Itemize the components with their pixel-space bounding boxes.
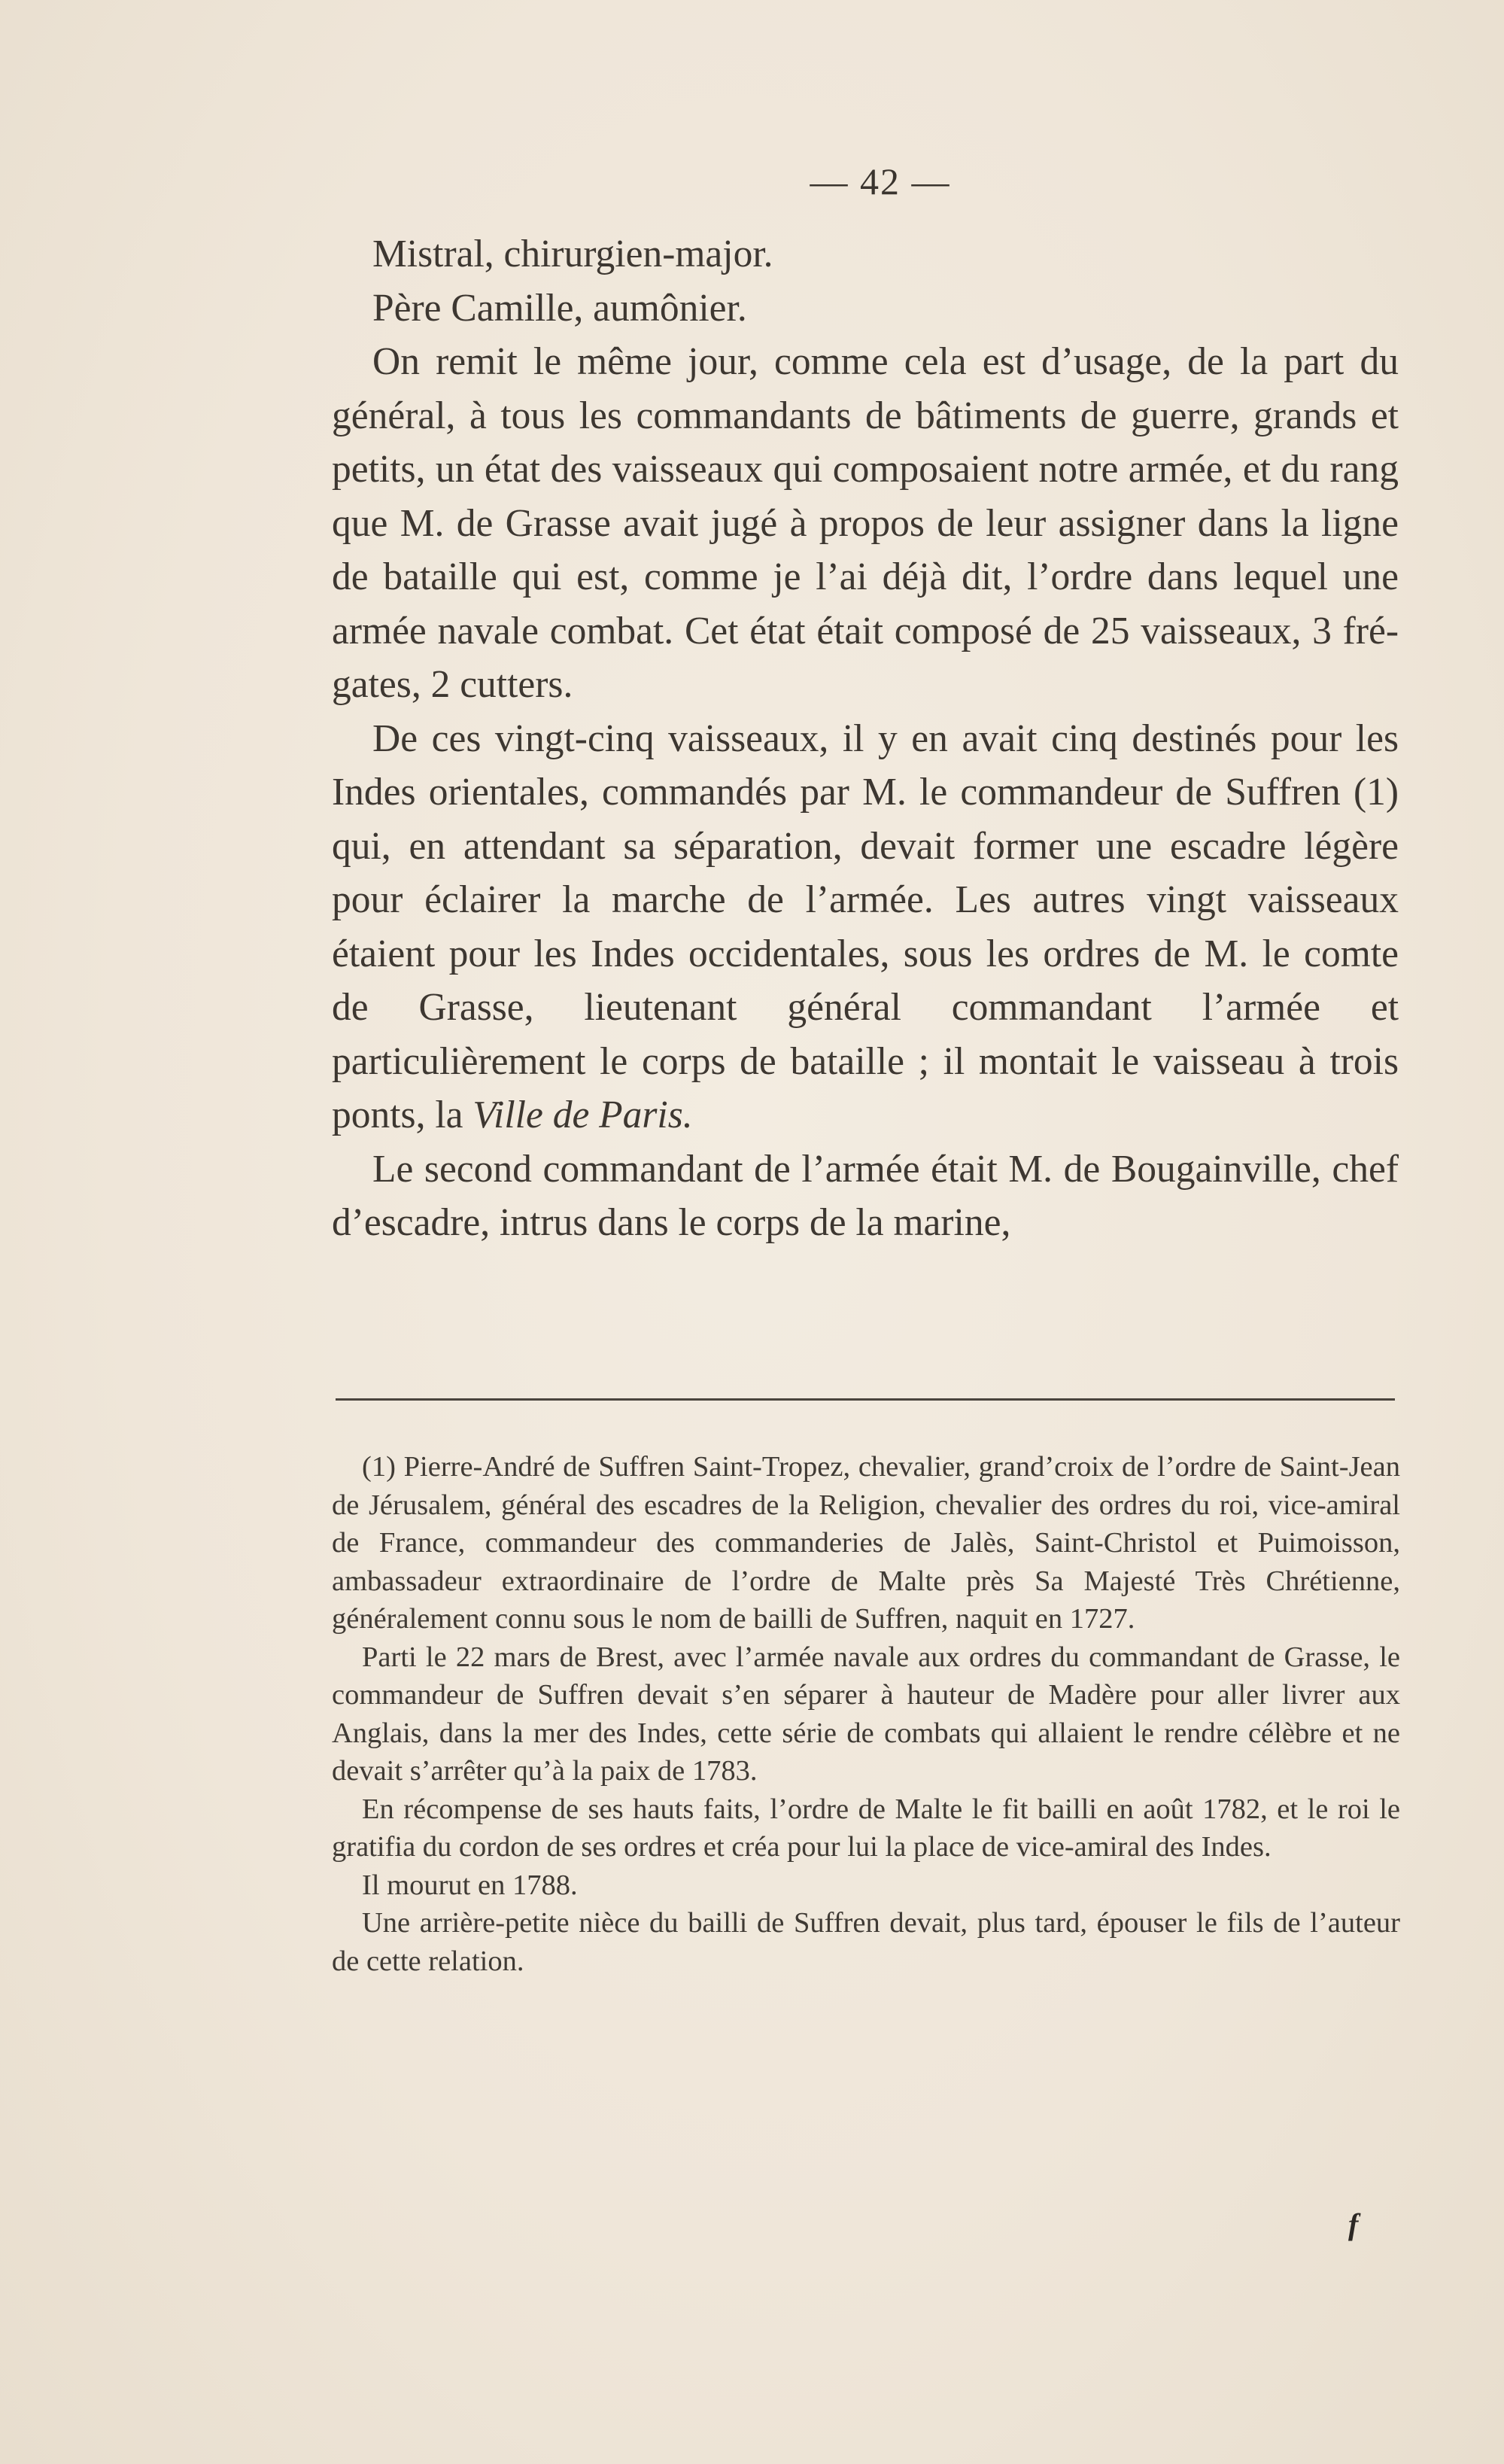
- footnotes: [332, 1448, 1400, 1980]
- paragraph-2: Père Camille, aumônier.: [372, 286, 747, 330]
- footnote-1: (1) Pierre-André de Suffren Saint-Tropez, chevalier, grand’croix de l’ordre de Saint-Jean de Jérusalem, général des escadres de la Religion, chevalier des ordres du roi, vice-amiral de France, commandeur des commanderies de Jalès, Saint-Christol et Puimoisson, ambassadeur extraordinaire de l’ordre de Malte près Sa Majesté Très Chrétienne, généralement connu sous le nom de bailli de Suffren, naquit en 1727.: [332, 1451, 1400, 1635]
- paragraph-4-text: De ces vingt-cinq vaisseaux, il y en avait cinq destinés pour les Indes orientales, commandés par M. le commandeur de Suffren (1) qui, en attendant sa séparation, devait former une escadre légère pour éclairer la marche de l’armée. Les autres vingt vaisseaux étaient pour les Indes occidentales, sous les ordres de M. le comte de Grasse, lieutenant général commandant l’armée et particulièrement le corps de bataille ; il montait le vaisseau à trois ponts, la: [332, 716, 1399, 1136]
- main-text: [332, 227, 1399, 1250]
- footnote-paragraph-2: Parti le 22 mars de Brest, avec l’armée navale aux ordres du commandant de Grasse, le commandeur de Suffren devait s’en séparer à hauteur de Madère pour aller livrer aux Anglais, dans la mer des Indes, cette série de combats qui allaient le rendre célèbre et ne devait s’arrêter qu’à la paix de 1783.: [332, 1641, 1400, 1787]
- page-number: — 42 —: [810, 160, 951, 202]
- footnote-divider: [336, 1398, 1395, 1401]
- paragraph-5: Le second commandant de l’armée était M. de Bougainville, chef d’escadre, intrus dans le corps de la marine,: [332, 1147, 1399, 1244]
- paragraph-1: Mistral, chirurgien-major.: [372, 233, 773, 275]
- signature-mark: f: [1348, 2207, 1359, 2241]
- footnote-paragraph-3: En récompense de ses hauts faits, l’ordre de Malte le fit bailli en août 1782, et le roi le gratifia du cordon de ses ordres et créa pour lui la place de vice-amiral des Indes.: [332, 1793, 1400, 1863]
- paragraph-3: On remit le même jour, comme cela est d’usage, de la part du général, à tous les commandants de bâtiments de guerre, grands et petits, un état des vaisseaux qui composaient notre armée, et du rang que M. de Grasse avait jugé à propos de leur assigner dans la ligne de bataille qui est, comme je l’ai déjà dit, l’ordre dans lequel une armée navale combat. Cet état était composé de 25 vaisseaux, 3 frégates, 2 cutters.: [332, 340, 1399, 706]
- footnote-paragraph-4: Il mourut en 1788.: [362, 1869, 578, 1901]
- ship-name: Ville de Paris.: [472, 1094, 693, 1136]
- footnote-paragraph-5: Une arrière-petite nièce du bailli de Suffren devait, plus tard, épouser le fils de l’auteur de cette relation.: [332, 1907, 1400, 1977]
- paragraph-4: [332, 712, 1399, 1142]
